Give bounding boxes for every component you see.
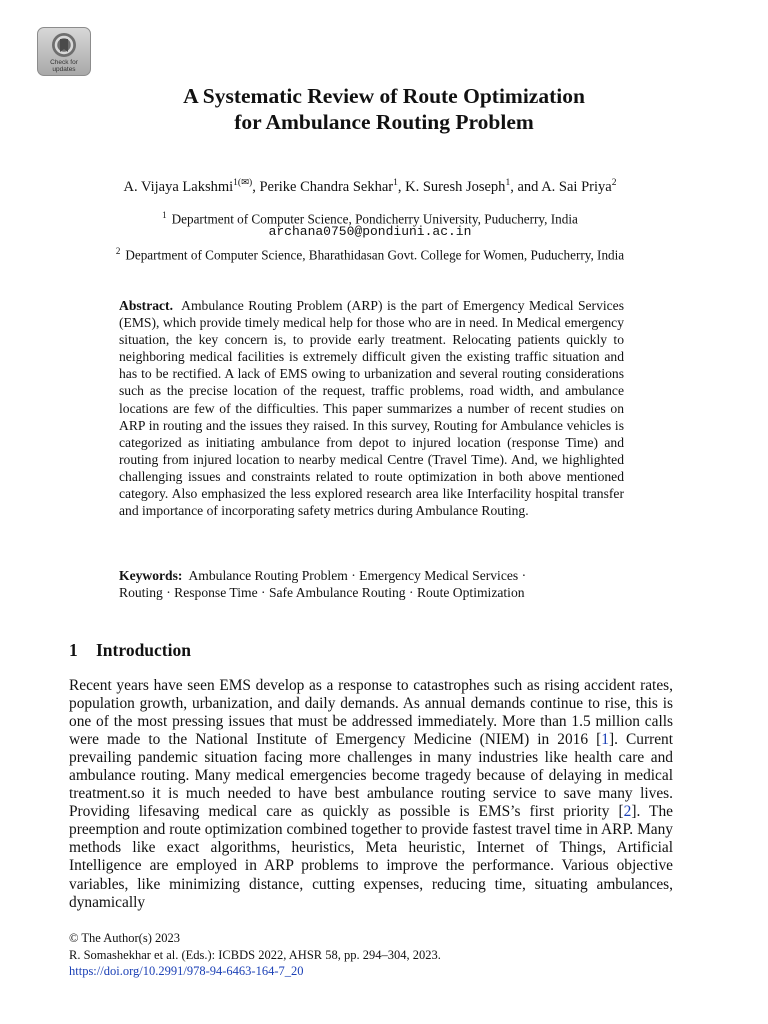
section-number: 1	[69, 640, 78, 660]
keyword: Route Optimization	[416, 585, 525, 601]
author-name: A. Vijaya Lakshmi	[123, 178, 234, 195]
author-name: A. Sai Priya	[541, 178, 612, 195]
check-for-updates-badge[interactable]	[37, 27, 91, 76]
keyword: Response Time	[174, 585, 258, 601]
affiliation-1: $^1$ Department of Computer Science, Pondicherry University, Puducherry, India	[162, 210, 578, 227]
citation-line: R. Somashekhar et al. (Eds.): ICBDS 2022, AHSR 58, pp. 294–304, 2023.	[69, 947, 441, 962]
keywords-label: Keywords:	[119, 568, 183, 583]
section-title: Introduction	[96, 640, 191, 660]
author-affiliation-mark: 2	[611, 178, 617, 188]
paper-title	[0, 83, 768, 135]
citation-link-1[interactable]: 1	[601, 731, 609, 749]
keyword: Safe Ambulance Routing	[268, 585, 406, 601]
keyword: Ambulance Routing Problem	[188, 568, 348, 583]
keyword: Routing	[119, 585, 163, 601]
author-affiliation-mark: 1	[393, 178, 398, 188]
abstract-text: Ambulance Routing Problem (ARP) is the part of Emergency Medical Services (EMS), which provide timely medical help for those who are in need. In Medical emergency situation, the key concern is, to provide early treatment. Relocating patients quickly to neighboring medical facilities is extremely difficult given the existing traffic situation and has to be rectified. A lack of EMS owing to urbanization and several routing considerations such as the precise location of the request, traffic problems, road width, and ambulance locations are few of the difficulties. This paper summarizes a number of recent studies on ARP in routing and the issues they raised. In this survey, Routing for Ambulance vehicles is categorized as initiating ambulance from depot to injured location (response Time) and routing from injured location to nearby medical Centre (Travel Time). And, we highlighted challenging issues and constraints related to route optimization in both above mentioned category. Also emphasized the less explored research area like Interfacility hospital transfer and importance of incorporating safety metrics during Ambulance Routing.	[119, 298, 625, 519]
title-line-1: A Systematic Review of Route Optimization	[183, 84, 585, 108]
author-affiliation-mark: 1	[505, 178, 511, 188]
abstract	[119, 297, 624, 519]
doi-link[interactable]: https://doi.org/10.2991/978-94-6463-164-7_20	[69, 964, 304, 978]
keyword: Emergency Medical Services	[359, 568, 519, 583]
bookmark-icon	[51, 32, 77, 58]
copyright-line: © The Author(s) 2023	[69, 931, 180, 945]
abstract-label: Abstract.	[119, 298, 173, 313]
citation-link-2[interactable]: 2	[623, 803, 632, 821]
title-line-2: for Ambulance Routing Problem	[234, 110, 534, 134]
author-list: A. Vijaya Lakshmi$^{1(✉)}$, Perike Chandra Sekhar$^1$, K. Suresh Joseph$^1$, and A. Sai Priya$^2$	[123, 178, 617, 195]
introduction-paragraph: Recent years have seen EMS develop as a response to catastrophes such as rising accident rates, population growth, urbanization, and daily demands. As annual demands continue to rise, this is one of the most pressing issues that must be addressed immediately. More than 1.5 million calls were made to the National Institute of Emergency Medicine (NIEM) in 2016 [1]. Current prevailing pandemic situation facing more challenges in many industries like health care and ambulance routing. Many medical emergencies become tragedy because of delaying in medical treatment.so it is much needed to have best ambulance routing service to save many lives. Providing lifesaving medical care as quickly as possible is EMS’s first priority [2]. The preemption and route optimization combined together to provide fastest travel time in ARP. Many methods like exact algorithms, heuristics, Meta heuristic, Internet of Things, Artificial Intelligence are employed in ARP problems to improve the performance. Various objective variables, like minimizing distance, cutting expenses, reducing time, situating ambulances, dynamically	[69, 677, 673, 911]
corresponding-email[interactable]: archana0750@pondiuni.ac.in	[268, 224, 472, 239]
footer	[69, 930, 441, 980]
author-name: K. Suresh Joseph	[405, 178, 506, 195]
author-name: Perike Chandra Sekhar	[259, 178, 394, 195]
section-heading-introduction	[69, 639, 191, 661]
keywords: Keywords: Ambulance Routing Problem · Emergency Medical Services · Routing · Response Time · Safe Ambulance Routing · Route Optimization	[119, 568, 527, 601]
author-affiliation-mark: 1(✉)	[233, 178, 253, 188]
badge-label: Check for updates	[50, 59, 78, 73]
affiliation-2: $^2$ Department of Computer Science, Bharathidasan Govt. College for Women, Puducherry, India	[115, 246, 625, 263]
